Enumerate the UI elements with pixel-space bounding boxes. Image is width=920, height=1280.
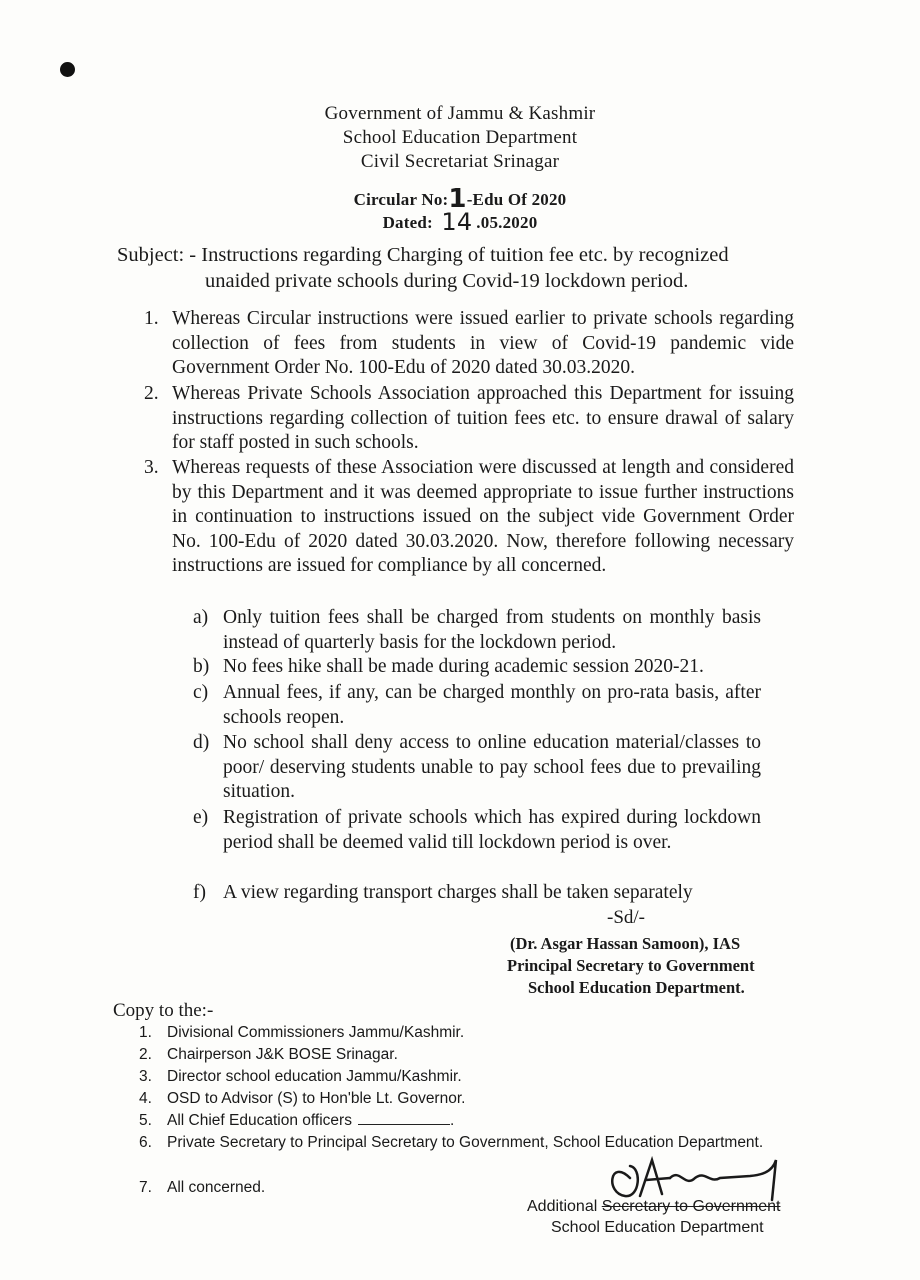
subject-line-2: unaided private schools during Covid-19 lockdown period.	[205, 270, 689, 292]
copy-item-text: OSD to Advisor (S) to Hon'ble Lt. Governor.	[167, 1090, 466, 1107]
instruction-label: e)	[193, 807, 209, 828]
copy-item-suffix: .	[449, 1112, 455, 1129]
paragraph-number: 1.	[144, 308, 159, 329]
copy-item-text: Divisional Commissioners Jammu/Kashmir.	[167, 1024, 465, 1041]
paragraph-number: 2.	[144, 383, 159, 404]
copy-item-number: 6.	[139, 1134, 152, 1151]
instruction-text: A view regarding transport charges shall be taken separately	[223, 882, 693, 903]
header-govt: Government of Jammu & Kashmir	[324, 103, 596, 124]
header-secretariat: Civil Secretariat Srinagar	[360, 151, 560, 172]
instruction-label: a)	[193, 607, 209, 628]
signatory-dept: School Education Department.	[528, 978, 745, 997]
instruction-c	[193, 681, 761, 730]
header-dept: School Education Department	[342, 127, 578, 148]
signatory-title: Principal Secretary to Government	[507, 956, 755, 975]
instruction-label: f)	[193, 882, 206, 903]
instruction-b	[193, 655, 783, 680]
copy-item-number: 3.	[139, 1068, 152, 1085]
copy-item-1	[139, 1022, 767, 1044]
instruction-text: Only tuition fees shall be charged from students on monthly basis instead of quarterly basis for the lockdown period.	[223, 607, 761, 653]
instruction-text: Registration of private schools which has expired during lockdown period shall be deemed valid till lockdown period is over.	[223, 807, 761, 853]
paragraph-3	[144, 456, 794, 579]
instruction-a	[193, 606, 761, 655]
dated-suffix: .05.2020	[476, 213, 538, 232]
paragraph-1	[144, 307, 794, 381]
instruction-text: Annual fees, if any, can be charged monthly on pro-rata basis, after schools reopen.	[223, 682, 761, 728]
additional-secretary-text: Secretary to Government	[601, 1198, 781, 1215]
instruction-text: No school shall deny access to online education material/classes to poor/ deserving students unable to pay school fees due to prevailing situation.	[223, 732, 761, 802]
copy-item-3	[139, 1066, 767, 1088]
circular-hand-number: 1	[448, 184, 467, 214]
instruction-label: d)	[193, 732, 210, 753]
copy-item-number: 5.	[139, 1112, 152, 1129]
paragraph-2	[144, 382, 794, 456]
instruction-text: No fees hike shall be made during academic session 2020-21.	[223, 656, 704, 677]
circular-date	[0, 208, 920, 236]
copy-item-5	[139, 1110, 767, 1132]
bullet-mark	[60, 62, 75, 77]
paragraph-number: 3.	[144, 457, 159, 478]
copy-item-text: All concerned.	[167, 1179, 266, 1196]
paragraph-text: Whereas Circular instructions were issued earlier to private schools regarding collection of fees from students in view of Covid-19 pandemic vide Government Order No. 100-Edu of 2020 dated 30.03.2020.	[172, 308, 794, 378]
additional-word: Additional	[527, 1198, 598, 1215]
circular-prefix: Circular No:	[353, 190, 449, 209]
copy-item-text: All Chief Education officers	[167, 1112, 352, 1129]
copy-item-4	[139, 1088, 767, 1110]
paragraph-text: Whereas Private Schools Association approached this Department for issuing instructions regarding collection of tuition fees etc. to ensure drawal of salary for staff posted in such schools.	[172, 383, 794, 453]
instruction-label: b)	[193, 656, 210, 677]
copy-item-text: Chairperson J&K BOSE Srinagar.	[167, 1046, 398, 1063]
copy-item-number: 7.	[139, 1179, 152, 1196]
additional-secretary-dept: School Education Department	[551, 1219, 764, 1236]
signed-mark: -Sd/-	[607, 907, 645, 928]
copy-item-number: 1.	[139, 1024, 152, 1041]
additional-secretary-title	[527, 1198, 780, 1216]
dated-hand-day: 14	[441, 208, 473, 236]
copy-item-number: 4.	[139, 1090, 152, 1107]
instruction-d	[193, 731, 761, 805]
copy-to-heading: Copy to the:-	[113, 1000, 214, 1021]
circular-suffix: -Edu Of 2020	[466, 190, 567, 209]
instruction-f	[193, 881, 783, 906]
blank-line	[358, 1110, 450, 1125]
paragraph-text: Whereas requests of these Association were discussed at length and considered by this Department and it was deemed appropriate to issue further instructions in continuation to instructions issued on the subject vide Government Order No. 100-Edu of 2020 dated 30.03.2020. Now, therefore following necessary instructions are issued for compliance by all concerned.	[172, 457, 794, 576]
subject-line-1: Subject: - Instructions regarding Charging of tuition fee etc. by recognized	[117, 244, 729, 266]
instruction-e	[193, 806, 761, 855]
copy-item-number: 2.	[139, 1046, 152, 1063]
instruction-label: c)	[193, 682, 209, 703]
copy-item-text: Director school education Jammu/Kashmir.	[167, 1068, 462, 1085]
signatory-name: (Dr. Asgar Hassan Samoon), IAS	[510, 934, 741, 953]
copy-item-2	[139, 1044, 767, 1066]
dated-prefix: Dated:	[382, 213, 433, 232]
subject	[117, 242, 817, 294]
copy-item-text: Private Secretary to Principal Secretary to Government, School Education Department.	[167, 1134, 764, 1151]
